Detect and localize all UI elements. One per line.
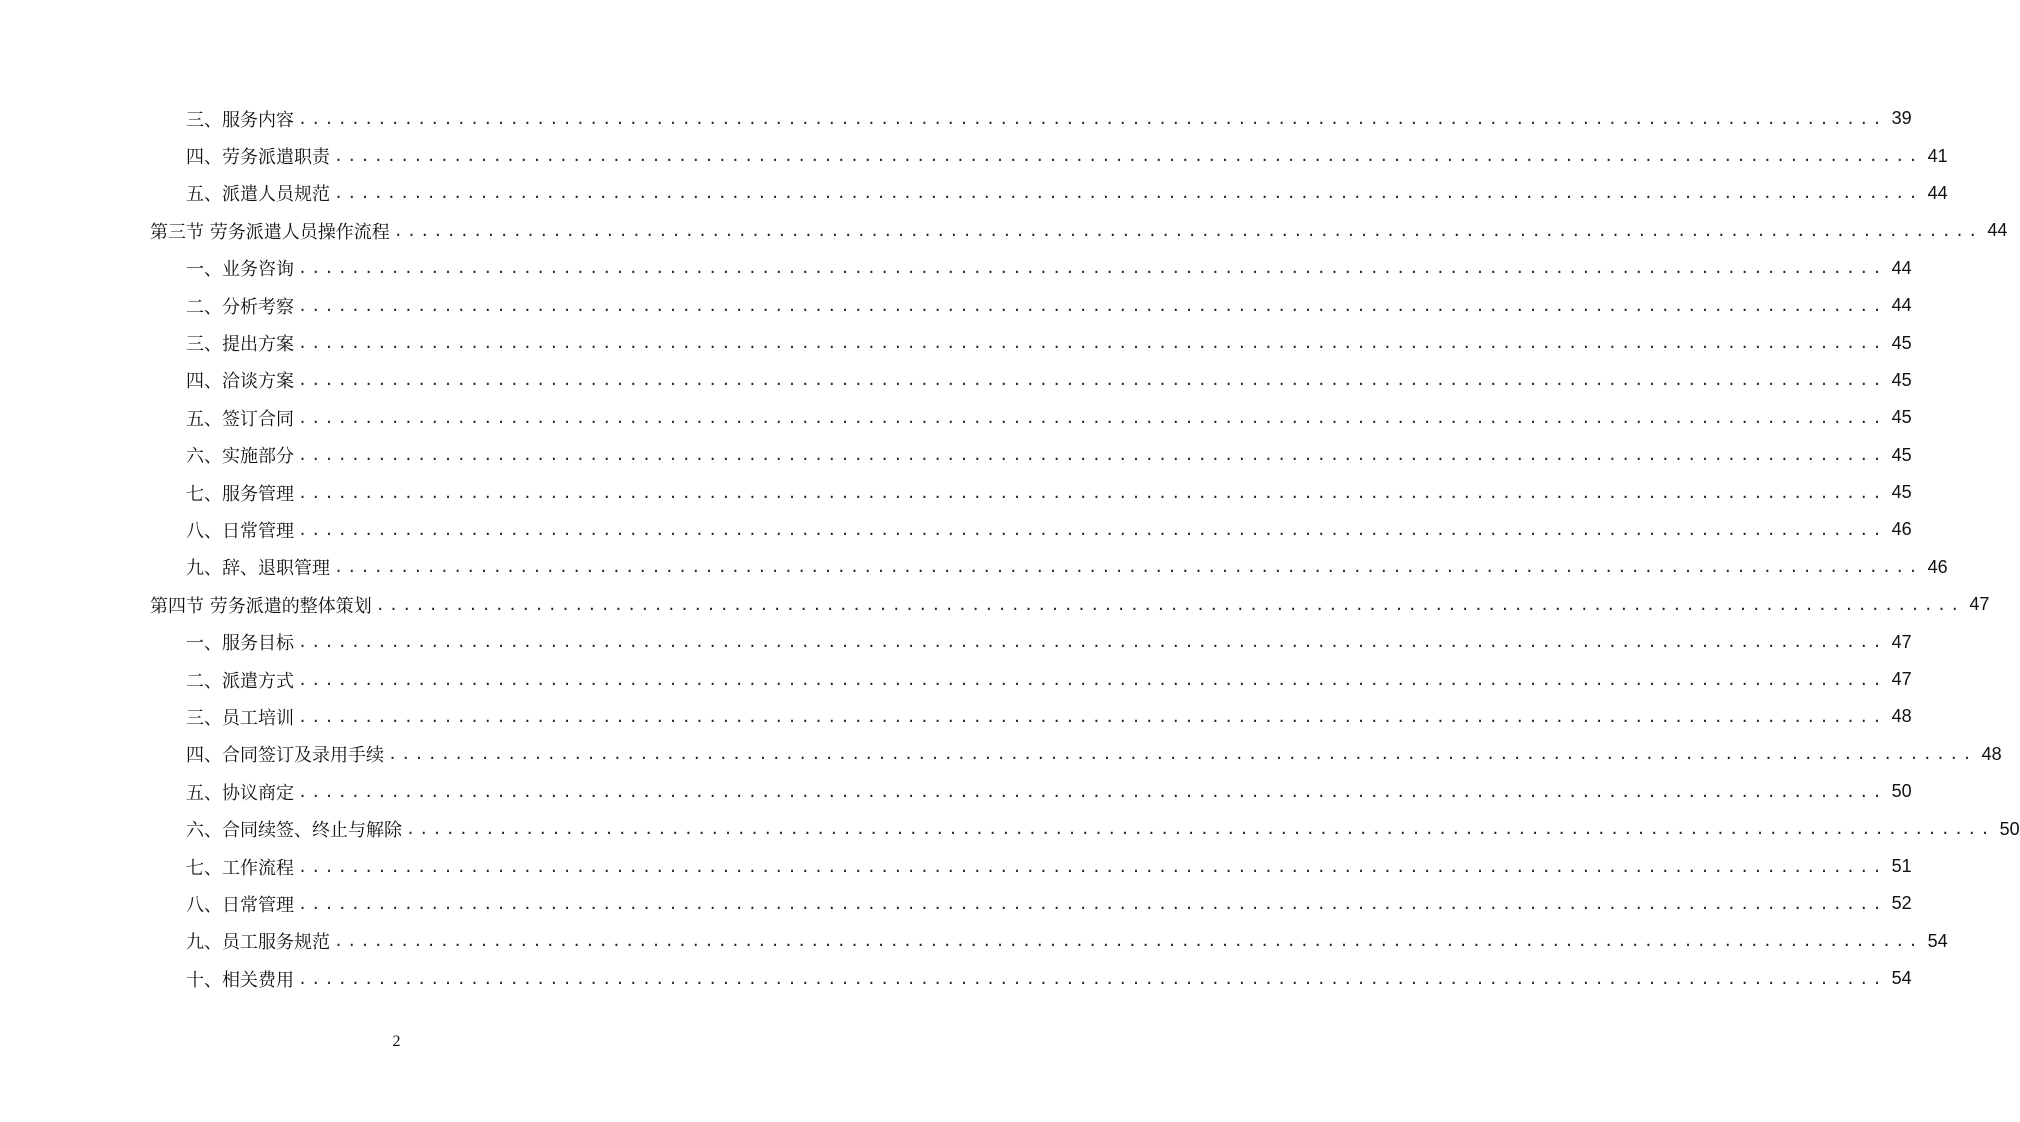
toc-section-title: 第三节 劳务派遣人员操作流程 [150, 221, 390, 243]
toc-entry-page: 50 [1891, 781, 1912, 802]
toc-dot-leader: ........................................................................................................................ [298, 520, 1886, 539]
toc-dot-leader: ........................................................................................................................ [298, 334, 1886, 353]
toc-dot-leader: ........................................................................................................................ [298, 707, 1886, 726]
toc-dot-leader: ........................................................................................................................ [298, 894, 1886, 913]
toc-dot-leader: ........................................................................................................................ [298, 969, 1886, 988]
toc-entry[interactable] [150, 474, 1912, 511]
toc-dot-leader: ........................................................................................................................ [298, 408, 1886, 427]
toc-dot-leader: ........................................................................................................................ [298, 296, 1886, 315]
toc-entry-title: 五、协议商定 [186, 782, 294, 804]
toc-dot-leader: ........................................................................................................................ [298, 782, 1886, 801]
toc-entry-page: 45 [1891, 369, 1912, 390]
toc-entry-page: 52 [1891, 893, 1912, 914]
toc-entry-page: 45 [1891, 444, 1912, 465]
toc-entry-title: 十、相关费用 [186, 969, 294, 991]
toc-dot-leader: ........................................................................................................................ [334, 558, 1922, 577]
toc-entry[interactable] [150, 287, 1912, 324]
toc-entry-title: 一、业务咨询 [186, 259, 294, 281]
toc-entry-title: 九、员工服务规范 [186, 932, 330, 954]
page-number: 2 [392, 1033, 401, 1050]
toc-entry[interactable] [150, 549, 1948, 586]
toc-entry-title: 五、派遣人员规范 [186, 184, 330, 206]
toc-entry-page: 47 [1891, 669, 1912, 690]
toc-entry[interactable] [150, 848, 1912, 885]
toc-entry[interactable] [150, 661, 1912, 698]
toc-entry-page: 46 [1927, 556, 1948, 577]
toc-dot-leader: ........................................................................................................................ [406, 820, 1994, 839]
toc-entry-page: 54 [1927, 930, 1948, 951]
toc-entry-title: 三、提出方案 [186, 334, 294, 356]
toc-entry-title: 八、日常管理 [186, 520, 294, 542]
toc-entry-page: 47 [1891, 631, 1912, 652]
toc-section-entry[interactable] [150, 586, 1990, 623]
toc-entry[interactable] [150, 362, 1912, 399]
toc-entry-title: 七、工作流程 [186, 857, 294, 879]
toc-entry-title: 四、洽谈方案 [186, 371, 294, 393]
toc-entry[interactable] [150, 623, 1912, 660]
toc-entry-page: 48 [1891, 706, 1912, 727]
toc-entry-title: 二、派遣方式 [186, 670, 294, 692]
toc-entry-page: 44 [1891, 257, 1912, 278]
toc-entry[interactable] [150, 511, 1912, 548]
toc-entry-page: 44 [1987, 220, 2008, 241]
toc-entry-title: 五、签订合同 [186, 408, 294, 430]
toc-dot-leader: ........................................................................................................................ [298, 109, 1886, 128]
toc-dot-leader: ........................................................................................................................ [298, 446, 1886, 465]
toc-dot-leader: ........................................................................................................................ [393, 221, 1982, 240]
toc-entry[interactable] [150, 885, 1912, 922]
toc-entry[interactable] [150, 736, 2002, 773]
toc-dot-leader: ........................................................................................................................ [298, 857, 1886, 876]
toc-entry-page: 39 [1891, 108, 1912, 129]
toc-entry-title: 七、服务管理 [186, 483, 294, 505]
toc-entry-title: 四、合同签订及录用手续 [186, 745, 384, 767]
toc-dot-leader: ........................................................................................................................ [298, 259, 1886, 278]
toc-dot-leader: ........................................................................................................................ [388, 745, 1976, 764]
toc-entry[interactable] [150, 250, 1912, 287]
toc-dot-leader: ........................................................................................................................ [375, 595, 1964, 614]
toc-entry-title: 一、服务目标 [186, 633, 294, 655]
toc-entry-page: 45 [1891, 407, 1912, 428]
toc-entry-page: 48 [1981, 743, 2002, 764]
toc-dot-leader: ........................................................................................................................ [334, 184, 1922, 203]
toc-entry[interactable] [150, 137, 1948, 174]
toc-dot-leader: ........................................................................................................................ [298, 670, 1886, 689]
toc-section-title: 第四节 劳务派遣的整体策划 [150, 595, 372, 617]
toc-entry-title: 三、服务内容 [186, 109, 294, 131]
toc-entry-page: 45 [1891, 482, 1912, 503]
toc-entry-page: 44 [1927, 182, 1948, 203]
toc-entry-page: 51 [1891, 856, 1912, 876]
toc-dot-leader: ........................................................................................................................ [334, 147, 1922, 166]
toc-entry-page: 46 [1891, 519, 1912, 540]
toc-entry-title: 六、实施部分 [186, 446, 294, 468]
toc-entry-page: 44 [1891, 295, 1912, 316]
toc-entry[interactable] [150, 960, 1912, 997]
toc-entry-page: 50 [1999, 818, 2020, 839]
toc-dot-leader: ........................................................................................................................ [334, 932, 1922, 951]
toc-entry[interactable] [150, 810, 2020, 847]
toc-entry-title: 四、劳务派遣职责 [186, 147, 330, 169]
toc-dot-leader: ........................................................................................................................ [298, 633, 1886, 652]
toc-entry[interactable] [150, 773, 1912, 810]
toc-entry[interactable] [150, 698, 1912, 735]
table-of-contents [150, 100, 2020, 997]
toc-dot-leader: ........................................................................................................................ [298, 371, 1886, 390]
toc-entry[interactable] [150, 399, 1912, 436]
toc-dot-leader: ........................................................................................................................ [298, 483, 1886, 502]
toc-section-entry[interactable] [150, 212, 2008, 249]
toc-entry-page: 41 [1927, 145, 1948, 166]
toc-entry-title: 二、分析考察 [186, 296, 294, 318]
toc-entry[interactable] [150, 175, 1948, 212]
toc-entry-page: 54 [1891, 968, 1912, 989]
toc-entry[interactable] [150, 923, 1948, 960]
toc-entry-title: 三、员工培训 [186, 707, 294, 729]
toc-entry[interactable] [150, 437, 1912, 474]
toc-entry-title: 六、合同续签、终止与解除 [186, 820, 402, 842]
toc-entry-title: 九、辞、退职管理 [186, 558, 330, 580]
toc-entry-page: 47 [1969, 594, 1990, 615]
toc-entry[interactable] [150, 100, 1912, 137]
toc-entry-page: 45 [1891, 332, 1912, 353]
toc-entry[interactable] [150, 324, 1912, 361]
toc-entry-title: 八、日常管理 [186, 894, 294, 916]
